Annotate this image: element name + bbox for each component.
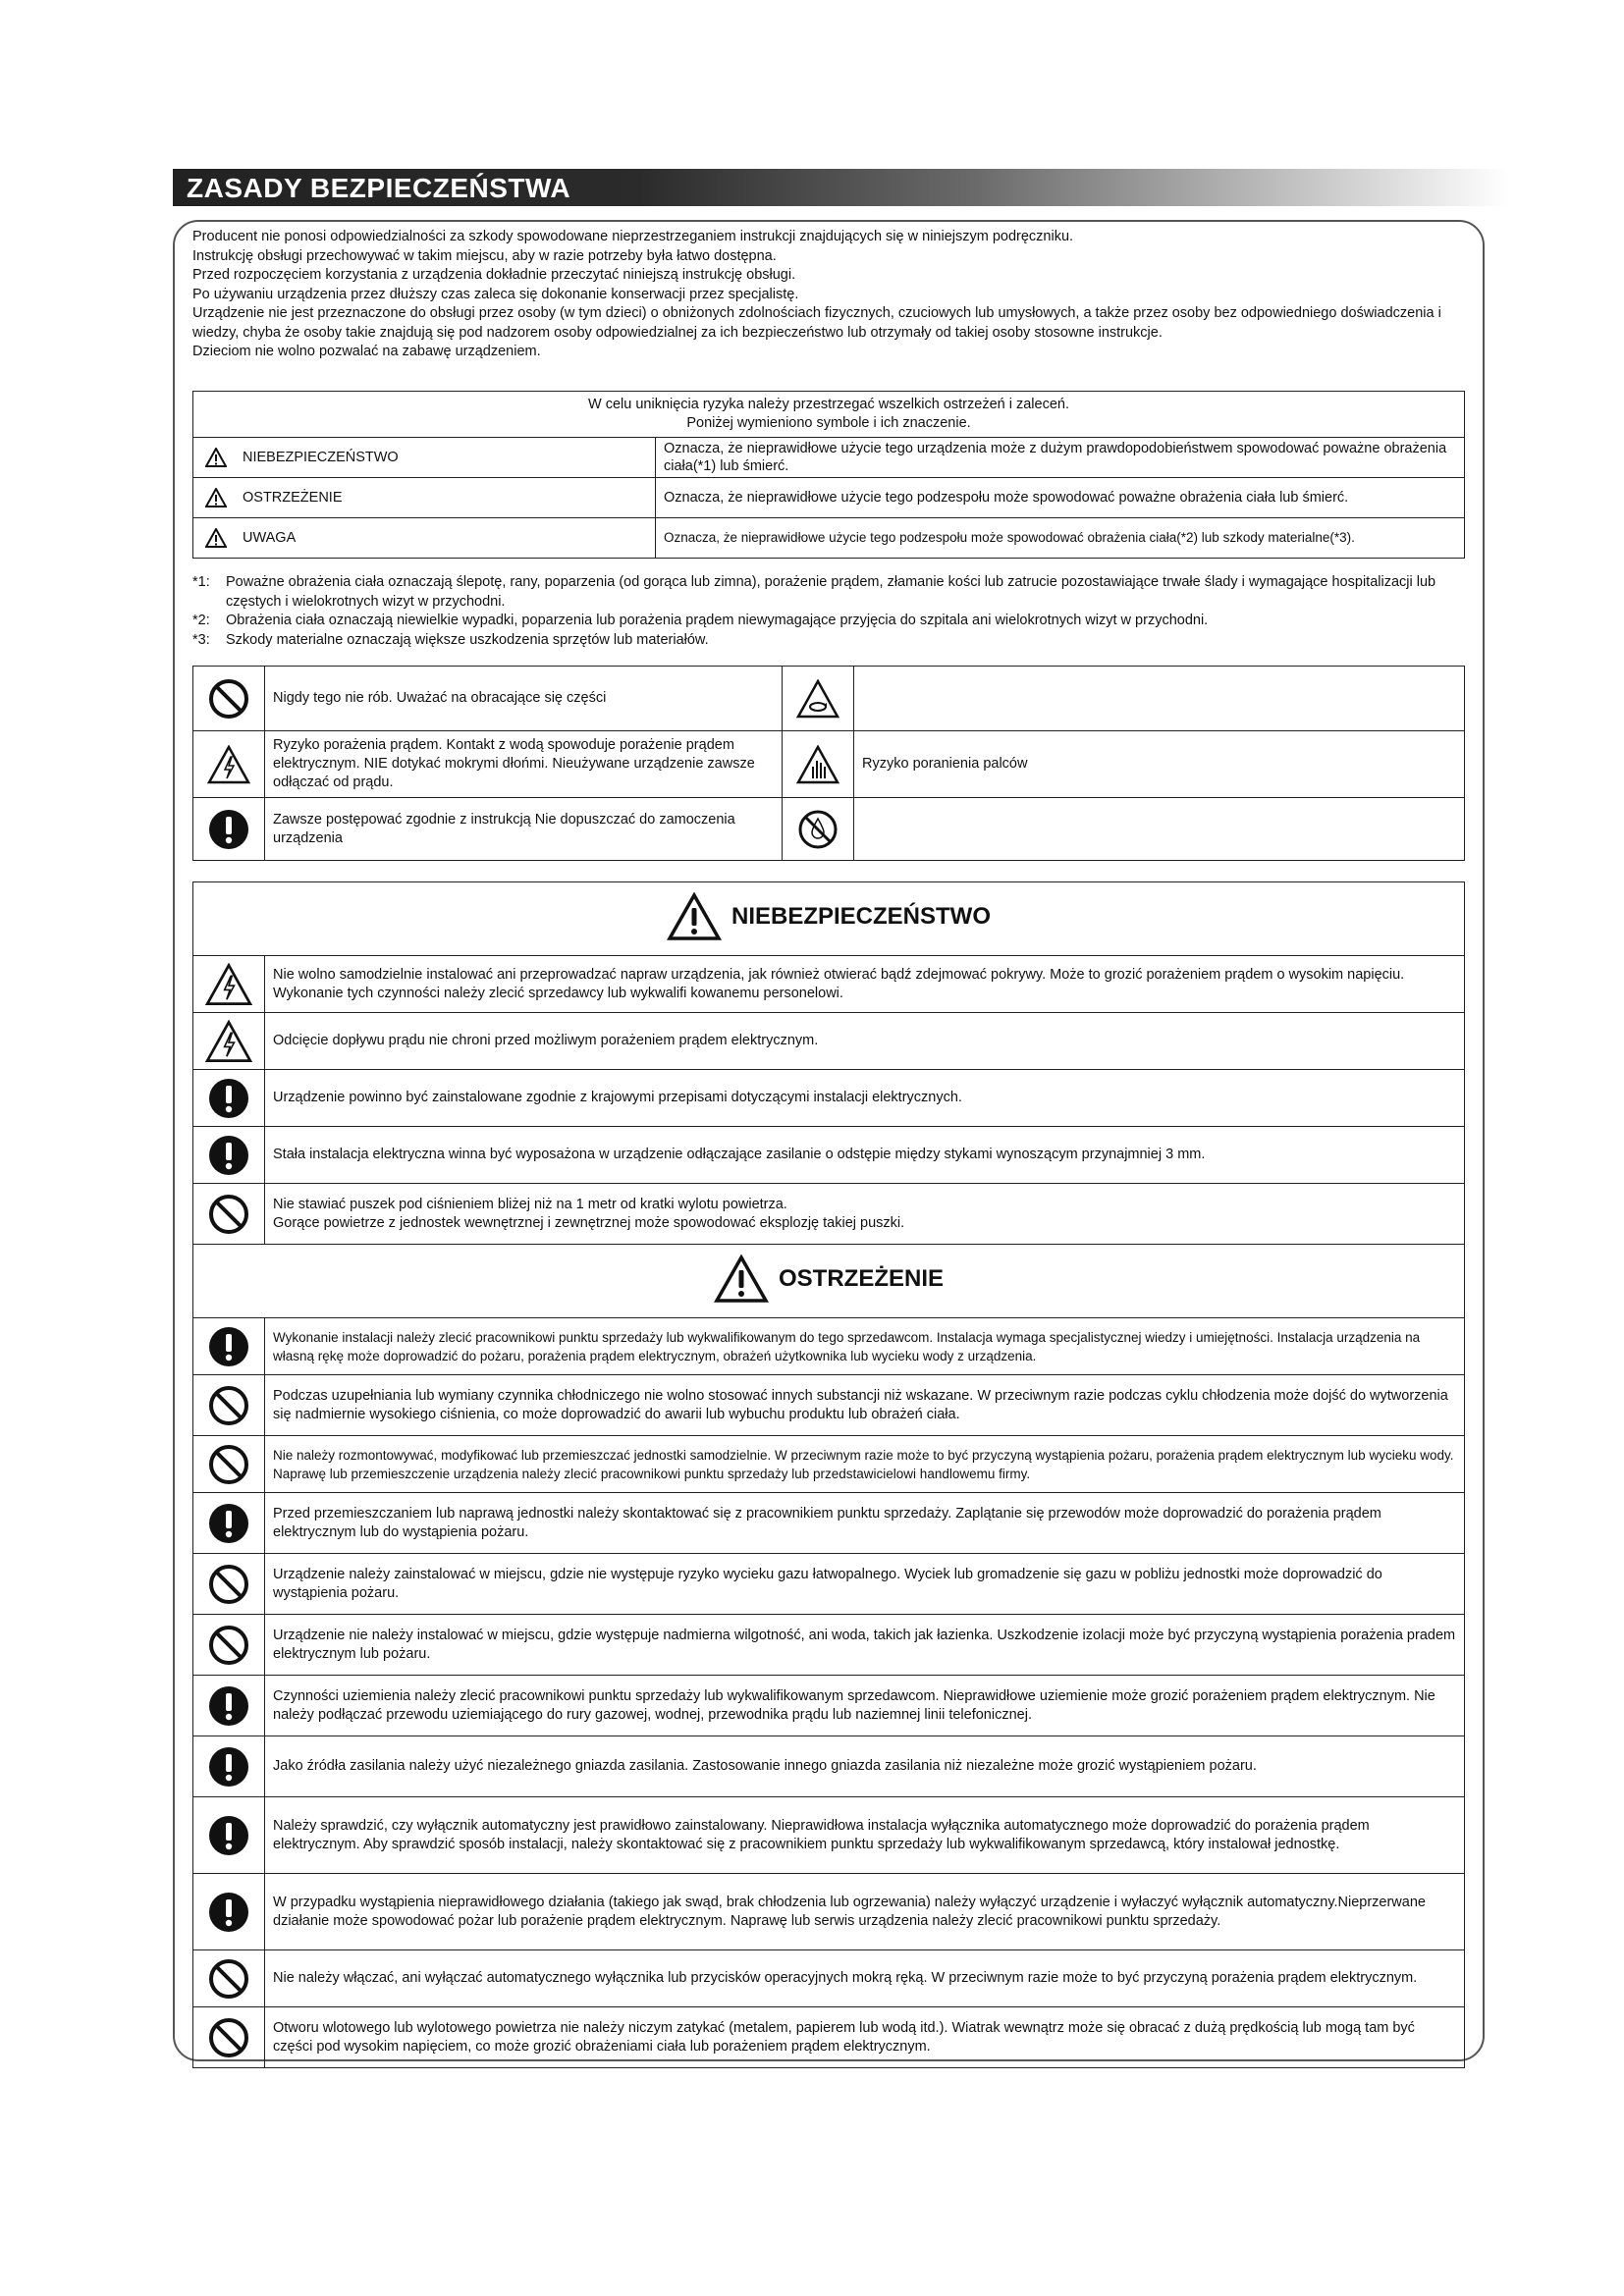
signal-header-line: W celu uniknięcia ryzyka należy przestrzegać wszelkich ostrzeżeń i zaleceń. <box>588 397 1069 412</box>
warning-icon-cell <box>193 1184 265 1245</box>
warning-item-text: Nie należy rozmontowywać, modyfikować lub przemieszczać jednostki samodzielnie. W przeciwnym razie może to być przyczyną wystąpienia pożaru, porażenia prądem elektrycznym lub wycieku wody. Naprawę lub przemieszczenie urządzenia należy zlecić pracownikowi punktu sprzedaży lub przedstawicielowi handlowemu firmy. <box>265 1436 1465 1493</box>
symbol-icon-cell <box>193 798 265 861</box>
prohibition-icon <box>193 1624 264 1667</box>
warning-section-title: OSTRZEŻENIE <box>778 1265 944 1292</box>
prohibition-icon <box>193 1957 264 2001</box>
rotating-parts-icon <box>783 679 853 719</box>
signal-description: Oznacza, że nieprawidłowe użycie tego podzespołu może spowodować poważne obrażenia ciała lub śmierć. <box>656 478 1465 518</box>
warning-icon-cell <box>193 1318 265 1375</box>
warning-item-text: Otworu wlotowego lub wylotowego powietrza nie należy niczym zatykać (metalem, papierem lub wodą itd.). Wiatrak wewnątrz może się obracać z dużą prędkością lub mogą tam być części pod wysokim napięciem, co może grozić obrażeniami ciała lub porażeniem prądem elektrycznym. <box>265 2007 1465 2068</box>
mandatory-icon <box>193 808 264 851</box>
warning-item-text: Wykonanie instalacji należy zlecić pracownikowi punktu sprzedaży lub wykwalifikowanym do tego sprzedawcom. Instalacja wymaga specjalistycznej wiedzy i umiejętności. Instalacja urządzenia na własną rękę może doprowadzić do pożaru, porażenia prądem elektrycznym, obrażeń użytkownika lub wycieku wody z urządzenia. <box>265 1318 1465 1375</box>
warning-icon-cell <box>193 1013 265 1070</box>
prohibition-icon <box>193 677 264 721</box>
footnote-key: *3: <box>192 631 210 648</box>
warning-icon-cell <box>193 1736 265 1797</box>
warning-triangle-icon <box>667 892 722 941</box>
symbol-text: Nigdy tego nie rób. Uważać na obracające się części <box>265 667 783 731</box>
prohibition-icon <box>193 1384 264 1427</box>
warning-item-text: Czynności uziemienia należy zlecić pracownikowi punktu sprzedaży lub wykwalifikowanym sprzedawcom. Nieprawidłowe uziemienie może grozić porażeniem prądem elektrycznym. Nie należy podłączać przewodu uziemiającego do rury gazowej, wodnej, przewodnika prądu lub naziemnej linii telefonicznej. <box>265 1676 1465 1736</box>
warning-item-text: Przed przemieszczaniem lub naprawą jednostki należy skontaktować się z pracownikiem punktu sprzedaży. Zaplątanie się przewodów może doprowadzić do porażenia prądem elektrycznym lub do wystąpienia pożaru. <box>265 1493 1465 1554</box>
warning-section-header <box>193 1245 1465 1318</box>
warning-icon-cell <box>193 1375 265 1436</box>
mandatory-icon <box>193 1077 264 1120</box>
danger-item-text: Stała instalacja elektryczna winna być wyposażona w urządzenie odłączające zasilanie o odstępie między stykami wynoszącym przynajmniej 3 mm. <box>265 1127 1465 1184</box>
symbols-table <box>192 666 1465 861</box>
warning-item-text: Należy sprawdzić, czy wyłącznik automatyczny jest prawidłowo zainstalowany. Nieprawidłowa instalacja wyłącznika automatycznego może doprowadzić do porażenia prądem elektrycznym. Aby sprawdzić sposób instalacji, należy skontaktować się z pracownikiem punktu sprzedaży lub wykwalifikowanym sprzedawcą, który instalował jednostkę. <box>265 1797 1465 1874</box>
intro-line: Po używaniu urządzenia przez dłuższy czas zaleca się dokonanie konserwacji przez specjalistę. <box>192 286 799 302</box>
warning-icon-cell <box>193 1554 265 1615</box>
warning-item-text: Jako źródła zasilania należy użyć niezależnego gniazda zasilania. Zastosowanie innego gniazda zasilania niż niezależne może grozić wystąpieniem pożaru. <box>265 1736 1465 1797</box>
warning-item-text: Podczas uzupełniania lub wymiany czynnika chłodniczego nie wolno stosować innych substancji niż wskazane. W przeciwnym razie podczas cyklu chłodzenia może dojść do wytworzenia się nadmiernie wysokiego ciśnienia, co może doprowadzić do awarii lub wybuchu produktu lub obrażeń ciała. <box>265 1375 1465 1436</box>
signal-table-header <box>193 392 1465 438</box>
signal-word: OSTRZEŻENIE <box>243 489 343 506</box>
warning-icon-cell <box>193 956 265 1013</box>
signal-label-warning <box>193 478 656 518</box>
warning-icon-cell <box>193 1436 265 1493</box>
danger-section-title: NIEBEZPIECZEŃSTWO <box>731 903 991 930</box>
mandatory-icon <box>193 1502 264 1545</box>
prohibition-icon <box>193 2016 264 2059</box>
warning-triangle-icon <box>205 488 227 507</box>
electric-shock-icon <box>193 963 264 1006</box>
intro-line: Urządzenie nie jest przeznaczone do obsługi przez osoby (w tym dzieci) o obniżonych zdolnościach fizycznych, czuciowych lub umysłowych, a także przez osoby bez odpowiedniego doświadczenia i wiedzy, chyba że osoby takie znajdują się pod nadzorem osoby odpowiedzialnej za ich bezpieczeństwo lub otrzymały od takiej osoby stosowne instrukcje. <box>192 305 1441 341</box>
footnote-key: *2: <box>192 613 210 628</box>
footnote-key: *1: <box>192 574 210 590</box>
mandatory-icon <box>193 1134 264 1177</box>
symbol-text: Ryzyko poranienia palców <box>854 731 1465 798</box>
warning-triangle-icon <box>205 528 227 548</box>
footnotes <box>192 573 1469 650</box>
intro-line: Producent nie ponosi odpowiedzialności za szkody spowodowane nieprzestrzeganiem instrukcji znajdujących się w niniejszym podręczniku. <box>192 229 1074 244</box>
intro-line: Instrukcję obsługi przechowywać w takim miejscu, aby w razie potrzeby była łatwo dostępna. <box>192 247 777 264</box>
mandatory-icon <box>193 1745 264 1789</box>
footnote <box>192 612 1469 631</box>
finger-injury-icon <box>783 745 853 784</box>
mandatory-icon <box>193 1891 264 1934</box>
section-title: ZASADY BEZPIECZEŃSTWA <box>187 173 571 203</box>
warning-icon-cell <box>193 1070 265 1127</box>
prohibition-icon <box>193 1193 264 1236</box>
warning-icon-cell <box>193 1874 265 1950</box>
mandatory-icon <box>193 1684 264 1728</box>
warning-triangle-icon <box>205 448 227 467</box>
symbol-icon-cell <box>783 731 854 798</box>
signal-word: NIEBEZPIECZEŃSTWO <box>243 449 399 465</box>
danger-item-text: Odcięcie dopływu prądu nie chroni przed możliwym porażeniem prądem elektrycznym. <box>265 1013 1465 1070</box>
footnote-text: Obrażenia ciała oznaczają niewielkie wypadki, poparzenia lub porażenia prądem niewymagające przyjęcia do szpitala ani wielokrotnych wizyt w przychodni. <box>226 613 1209 628</box>
mandatory-icon <box>193 1325 264 1368</box>
symbol-icon-cell <box>783 667 854 731</box>
footnote-text: Szkody materialne oznaczają większe uszkodzenia sprzętów lub materiałów. <box>226 631 709 648</box>
symbol-icon-cell <box>193 667 265 731</box>
warning-icon-cell <box>193 1493 265 1554</box>
symbol-icon-cell <box>193 731 265 798</box>
intro-line: Przed rozpoczęciem korzystania z urządzenia dokładnie przeczytać niniejszą instrukcję obsługi. <box>192 267 796 283</box>
symbol-text <box>854 798 1465 861</box>
symbol-icon-cell <box>783 798 854 861</box>
danger-section-header <box>193 882 1465 956</box>
intro-text <box>192 228 1469 362</box>
prohibition-icon <box>193 1443 264 1486</box>
warning-item-text: Nie należy włączać, ani wyłączać automatycznego wyłącznika lub przycisków operacyjnych mokrą ręką. W przeciwnym razie może to być przyczyną porażenia prądem elektrycznym. <box>265 1950 1465 2007</box>
warning-icon-cell <box>193 1127 265 1184</box>
danger-item-text: Nie stawiać puszek pod ciśnieniem bliżej niż na 1 metr od kratki wylotu powietrza. Gorące powietrze z jednostek wewnętrznej i zewnętrznej może spowodować eksplozję takiej puszki. <box>265 1184 1465 1245</box>
safety-warnings-table <box>192 881 1465 2068</box>
no-water-icon <box>783 808 853 851</box>
signal-words-table <box>192 391 1465 559</box>
signal-header-line: Poniżej wymieniono symbole i ich znaczenie. <box>686 415 971 431</box>
electric-shock-icon <box>193 745 264 784</box>
warning-item-text: Urządzenie nie należy instalować w miejscu, gdzie występuje nadmierna wilgotność, ani woda, takich jak łazienka. Uszkodzenie izolacji może być przyczyną wystąpienia porażenia pradem elektrycznym lub pożaru. <box>265 1615 1465 1676</box>
warning-item-text: Urządzenie należy zainstalować w miejscu, gdzie nie występuje ryzyko wycieku gazu łatwopalnego. Wyciek lub gromadzenie się gazu w pobliżu jednostki może doprowadzić do wystąpienia pożaru. <box>265 1554 1465 1615</box>
symbol-text <box>854 667 1465 731</box>
warning-triangle-icon <box>714 1255 769 1304</box>
mandatory-icon <box>193 1814 264 1857</box>
signal-label-caution <box>193 518 656 559</box>
signal-label-danger <box>193 438 656 478</box>
signal-description: Oznacza, że nieprawidłowe użycie tego urządzenia może z dużym prawdopodobieństwem spowodować poważne obrażenia ciała(*1) lub śmierć. <box>656 438 1465 478</box>
danger-item-text: Urządzenie powinno być zainstalowane zgodnie z krajowymi przepisami dotyczącymi instalacji elektrycznych. <box>265 1070 1465 1127</box>
electric-shock-icon <box>193 1020 264 1063</box>
warning-icon-cell <box>193 1615 265 1676</box>
warning-icon-cell <box>193 2007 265 2068</box>
footnote <box>192 631 1469 651</box>
signal-word: UWAGA <box>243 529 297 546</box>
signal-description: Oznacza, że nieprawidłowe użycie tego podzespołu może spowodować obrażenia ciała(*2) lub szkody materialne(*3). <box>656 518 1465 559</box>
footnote <box>192 573 1469 612</box>
danger-item-text: Nie wolno samodzielnie instalować ani przeprowadzać napraw urządzenia, jak również otwierać bądź zdejmować pokrywy. Może to grozić porażeniem prądem o wysokim napięciu. Wykonanie tych czynności należy zlecić sprzedawcy lub wykwalifi kowanemu personelowi. <box>265 956 1465 1013</box>
symbol-text: Zawsze postępować zgodnie z instrukcją Nie dopuszczać do zamoczenia urządzenia <box>265 798 783 861</box>
warning-icon-cell <box>193 1797 265 1874</box>
warning-icon-cell <box>193 1676 265 1736</box>
symbol-text: Ryzyko porażenia prądem. Kontakt z wodą spowoduje porażenie prądem elektrycznym. NIE dotykać mokrymi dłońmi. Nieużywane urządzenie zawsze odłączać od prądu. <box>265 731 783 798</box>
section-header-bar <box>173 169 1508 206</box>
warning-icon-cell <box>193 1950 265 2007</box>
prohibition-icon <box>193 1563 264 1606</box>
footnote-text: Poważne obrażenia ciała oznaczają ślepotę, rany, poparzenia (od gorąca lub zimna), porażenie prądem, złamanie kości lub zatrucie pozostawiające trwałe ślady i wymagające hospitalizacji lub częstych i wielokrotnych wizyt w przychodni. <box>226 574 1436 610</box>
warning-item-text: W przypadku wystąpienia nieprawidłowego działania (takiego jak swąd, brak chłodzenia lub ogrzewania) należy wyłączyć urządzenie i wyłaczyć wyłącznik automatyczny.Nieprzerwane działanie może spowodować pożar lub porażenie prądem elektrycznym. Naprawę lub serwis urządzenia należy zlecić pracownikowi punktu sprzedaży. <box>265 1874 1465 1950</box>
intro-line: Dzieciom nie wolno pozwalać na zabawę urządzeniem. <box>192 344 541 359</box>
